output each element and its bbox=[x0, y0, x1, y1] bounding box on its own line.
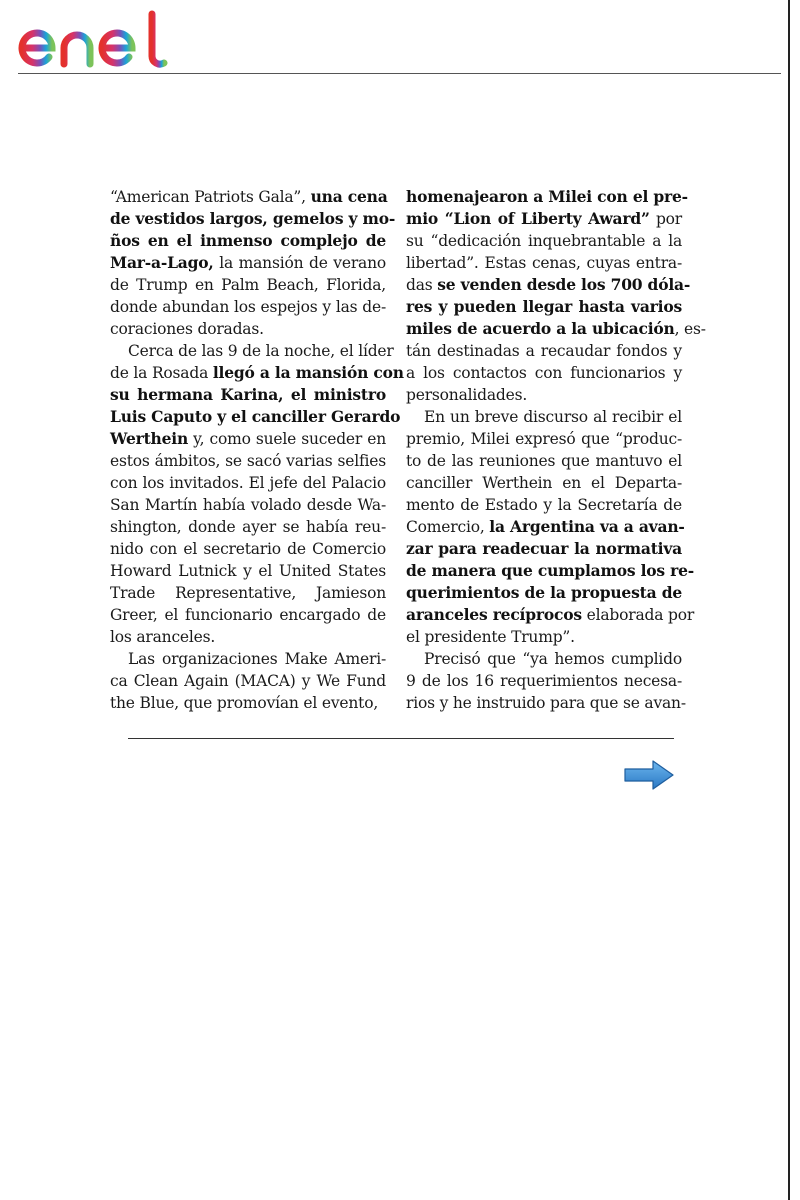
left-column bbox=[110, 186, 404, 714]
text-line bbox=[110, 318, 386, 340]
text-run: a los contactos con funcionarios y bbox=[406, 364, 682, 382]
text-run: los aranceles. bbox=[110, 628, 216, 646]
text-line bbox=[406, 582, 682, 604]
text-run: elaborada por bbox=[581, 606, 695, 624]
bold-text-run: aranceles recíprocos bbox=[406, 605, 582, 624]
text-line bbox=[406, 384, 682, 406]
text-line bbox=[110, 450, 386, 472]
text-line bbox=[110, 252, 386, 274]
text-run: mento de Estado y la Secretaría de bbox=[406, 496, 682, 514]
bold-text-run: la Argentina va a avan- bbox=[489, 517, 685, 536]
text-line bbox=[110, 626, 386, 648]
text-line bbox=[110, 384, 386, 406]
text-run: ca Clean Again (MACA) y We Fund bbox=[110, 672, 386, 690]
text-line bbox=[406, 428, 682, 450]
text-line bbox=[110, 230, 386, 252]
text-line bbox=[110, 296, 386, 318]
text-run: el presidente Trump”. bbox=[406, 628, 575, 646]
text-run: por bbox=[649, 210, 683, 228]
next-page-button[interactable] bbox=[623, 758, 675, 792]
text-line bbox=[110, 692, 386, 714]
text-line bbox=[406, 318, 706, 340]
text-line bbox=[406, 692, 686, 714]
text-line bbox=[406, 340, 682, 362]
text-run: Greer, el funcionario encargado de bbox=[110, 606, 386, 624]
bold-text-run: Werthein bbox=[110, 429, 189, 448]
bold-text-run: querimientos de la propuesta de bbox=[406, 583, 682, 602]
arrow-right-icon bbox=[623, 758, 675, 792]
text-line bbox=[406, 516, 685, 538]
text-line bbox=[406, 670, 682, 692]
text-run: the Blue, que promovían el evento, bbox=[110, 694, 379, 712]
bold-text-run: Mar-a-Lago, bbox=[110, 253, 214, 272]
text-run: estos ámbitos, se sacó varias selfies bbox=[110, 452, 386, 470]
text-line bbox=[406, 252, 682, 274]
bold-text-run: su hermana Karina, el ministro bbox=[110, 385, 386, 404]
bold-text-run: una cena bbox=[310, 187, 388, 206]
text-run: rios y he instruido para que se avan- bbox=[406, 694, 686, 712]
text-line bbox=[110, 538, 386, 560]
bold-text-run: llegó a la mansión con bbox=[212, 363, 404, 382]
text-run: shington, donde ayer se había reu- bbox=[110, 518, 386, 536]
text-run: de la Rosada bbox=[110, 364, 213, 382]
text-run: nido con el secretario de Comercio bbox=[110, 540, 386, 558]
text-run: Cerca de las 9 de la noche, el líder bbox=[128, 342, 394, 360]
text-line bbox=[406, 472, 682, 494]
footer-rule bbox=[128, 738, 674, 739]
text-line bbox=[406, 208, 682, 230]
text-line bbox=[406, 538, 682, 560]
enel-logo bbox=[18, 8, 178, 68]
text-line bbox=[110, 186, 386, 208]
text-line bbox=[406, 406, 682, 428]
text-run: libertad”. Estas cenas, cuyas entra- bbox=[406, 254, 682, 272]
text-line bbox=[110, 472, 386, 494]
text-run: to de las reuniones que mantuvo el bbox=[406, 452, 682, 470]
bold-text-run: Luis Caputo y el canciller Gerardo bbox=[110, 407, 401, 426]
text-line bbox=[110, 494, 386, 516]
text-run: personalidades. bbox=[406, 386, 528, 404]
text-line bbox=[110, 340, 394, 362]
text-run: y, como suele suceder en bbox=[188, 430, 386, 448]
text-run: donde abundan los espejos y las de- bbox=[110, 298, 386, 316]
bold-text-run: se venden desde los 700 dóla- bbox=[437, 275, 691, 294]
text-run: 9 de los 16 requerimientos necesa- bbox=[406, 672, 682, 690]
text-run: la mansión de verano bbox=[213, 254, 386, 272]
text-line bbox=[406, 626, 682, 648]
text-run: San Martín había volado desde Wa- bbox=[110, 496, 386, 514]
text-line bbox=[406, 296, 682, 318]
bold-text-run: miles de acuerdo a la ubicación bbox=[406, 319, 675, 338]
header-rule bbox=[18, 73, 781, 74]
text-line bbox=[110, 560, 386, 582]
bold-text-run: res y pueden llegar hasta varios bbox=[406, 297, 682, 316]
text-line bbox=[406, 648, 682, 670]
bold-text-run: zar para readecuar la normativa bbox=[406, 539, 682, 558]
text-run: tán destinadas a recaudar fondos y bbox=[406, 342, 682, 360]
text-line bbox=[110, 362, 404, 384]
text-run: canciller Werthein en el Departa- bbox=[406, 474, 682, 492]
text-run: Las organizaciones Make Ameri- bbox=[128, 650, 386, 668]
bold-text-run: homenajearon a Milei con el pre- bbox=[406, 187, 688, 206]
text-line bbox=[406, 186, 688, 208]
text-run: , es- bbox=[674, 320, 706, 338]
text-line bbox=[110, 604, 386, 626]
bold-text-run: de manera que cumplamos los re- bbox=[406, 561, 694, 580]
text-run: premio, Milei expresó que “produc- bbox=[406, 430, 682, 448]
text-run: En un breve discurso al recibir el bbox=[424, 408, 682, 426]
text-run: de Trump en Palm Beach, Florida, bbox=[110, 276, 386, 294]
text-run: coraciones doradas. bbox=[110, 320, 264, 338]
text-line bbox=[406, 230, 682, 252]
text-line bbox=[406, 560, 694, 582]
text-run: “American Patriots Gala”, bbox=[110, 188, 311, 206]
text-run: con los invitados. El jefe del Palacio bbox=[110, 474, 386, 492]
text-line bbox=[110, 274, 386, 296]
text-line bbox=[110, 582, 386, 604]
text-line bbox=[110, 516, 386, 538]
page-edge bbox=[788, 0, 790, 1200]
text-run: Precisó que “ya hemos cumplido bbox=[424, 650, 682, 668]
text-line bbox=[406, 274, 691, 296]
text-run: Howard Lutnick y el United States bbox=[110, 562, 386, 580]
text-line bbox=[110, 406, 401, 428]
right-column bbox=[406, 186, 706, 714]
text-run: Comercio, bbox=[406, 518, 490, 536]
text-line bbox=[110, 648, 386, 670]
text-run: das bbox=[406, 276, 438, 294]
text-line bbox=[406, 450, 682, 472]
text-run: Trade Representative, Jamieson bbox=[110, 584, 386, 602]
text-line bbox=[406, 362, 682, 384]
text-line bbox=[406, 494, 682, 516]
bold-text-run: de vestidos largos, gemelos y mo- bbox=[110, 209, 396, 228]
article-body bbox=[110, 186, 706, 714]
text-line bbox=[406, 604, 695, 626]
text-run: su “dedicación inquebrantable a la bbox=[406, 232, 682, 250]
text-line bbox=[110, 428, 386, 450]
bold-text-run: mio “Lion of Liberty Award” bbox=[406, 209, 650, 228]
bold-text-run: ños en el inmenso complejo de bbox=[110, 231, 386, 250]
text-line bbox=[110, 670, 386, 692]
text-line bbox=[110, 208, 396, 230]
